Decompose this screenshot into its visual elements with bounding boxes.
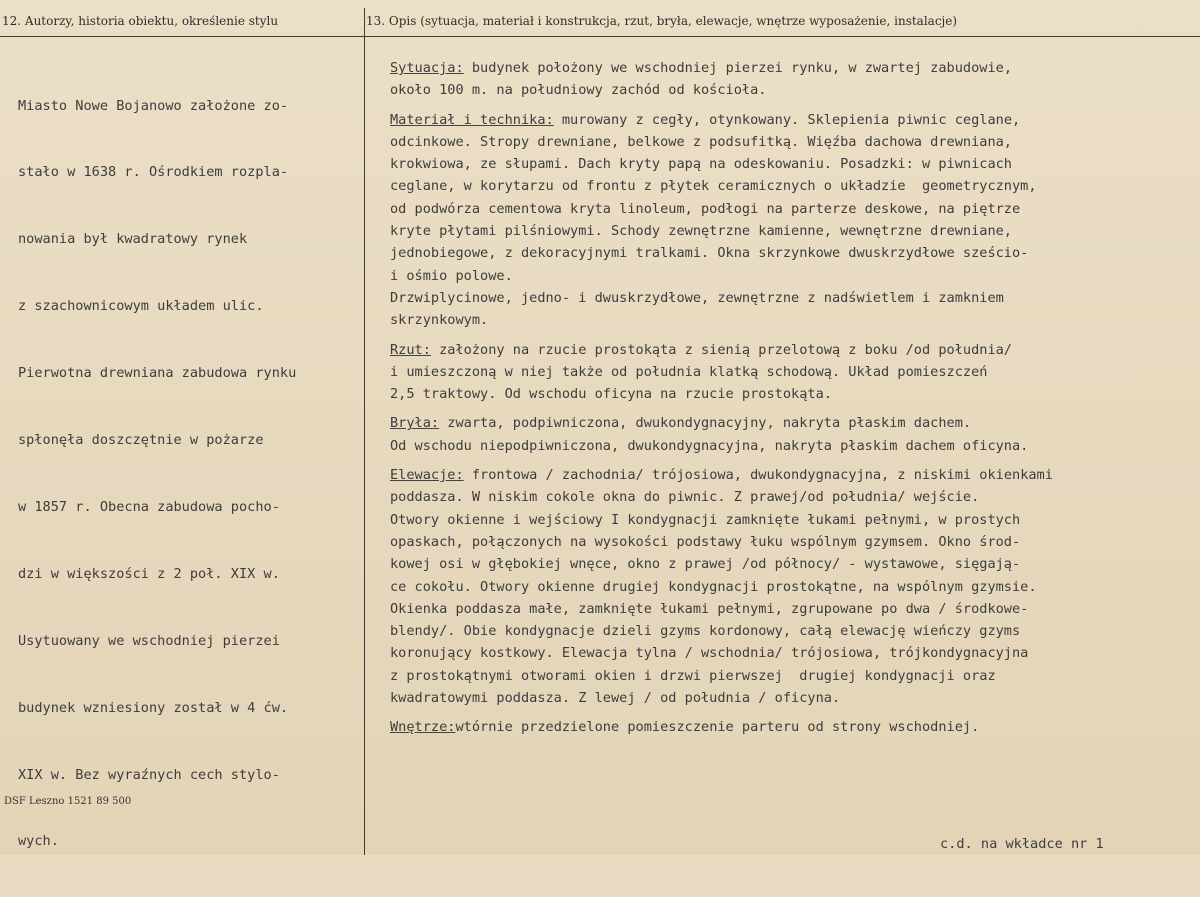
history-line: Miasto Nowe Bojanowo założone zo- (18, 97, 289, 114)
bryla-text: zwarta, podpiwniczona, dwukondygnacyjny, nakryta płaskim dachem. (439, 415, 972, 432)
history-line: budynek wzniesiony został w 4 ćw. (18, 699, 289, 716)
history-line: Pierwotna drewniana zabudowa rynku (18, 365, 297, 382)
description-column (390, 57, 1196, 739)
material-line: jednobiegowe, z dekoracyjnymi tralkami. Okna skrzynkowe dwuskrzydłowe sześcio- (390, 245, 1029, 262)
section-wnetrze (390, 716, 1196, 738)
wnetrze-text: wtórnie przedzielone pomieszczenie parteru od strony wschodniej. (455, 719, 980, 736)
history-line: spłonęła doszczętnie w pożarze (18, 432, 264, 449)
wnetrze-label: Wnętrze: (390, 719, 456, 736)
sytuacja-text: budynek położony we wschodniej pierzei rynku, w zwartej zabudowie, (463, 60, 1013, 76)
section-material (390, 109, 1196, 332)
history-line: XIX w. Bez wyraźnych cech stylo- (18, 766, 280, 783)
rzut-line: i umieszczoną w niej także od południa klatką schodową. Układ pomieszczeń (390, 363, 988, 380)
printer-stamp: DSF Leszno 1521 89 500 (4, 796, 132, 807)
rzut-text: założony na rzucie prostokąta z sienią przelotową z boku /od południa/ (430, 341, 1012, 358)
elewacje-text: frontowa / zachodnia/ trójosiowa, dwukondygnacyjna, z niskimi okienkami (463, 467, 1053, 484)
history-line: stało w 1638 r. Ośrodkiem rozpla- (18, 164, 289, 181)
sytuacja-line: około 100 m. na południowy zachód od kościoła. (390, 82, 767, 99)
elewacje-line: z prostokątnymi otworami okien i drzwi pierwszej drugiej kondygnacji oraz (390, 667, 996, 684)
rzut-label: Rzut: (390, 341, 431, 358)
elewacje-line: opaskach, połączonych na wysokości podstawy łuku wspólnym gzymsem. Okno środ- (390, 533, 1021, 550)
elewacje-label: Elewacje: (390, 467, 464, 484)
elewacje-line: blendy/. Obie kondygnacje dzieli gzyms kordonowy, całą elewację wieńczy gzyms (390, 623, 1021, 640)
elewacje-line: Otwory okienne i wejściowy I kondygnacji zamknięte łukami pełnymi, w prostych (390, 511, 1021, 528)
history-line: nowania był kwadratowy rynek (18, 231, 248, 248)
history-column (18, 50, 362, 897)
history-line: z szachownicowym układem ulic. (18, 298, 264, 315)
bryla-line: Od wschodu niepodpiwniczona, dwukondygnacyjna, nakryta płaskim dachem oficyna. (390, 437, 1029, 454)
continued-note: c.d. na wkładce nr 1 (940, 836, 1104, 852)
material-line: skrzynkowym. (390, 312, 489, 329)
material-line: od podwórza cementowa kryta linoleum, podłogi na parterze deskowe, na piętrze (390, 200, 1021, 217)
history-line: wych. (18, 833, 59, 850)
material-line: ceglane, w korytarzu od frontu z płytek ceramicznych o układzie geometrycznym, (390, 178, 1037, 195)
sytuacja-label: Sytuacja: (390, 60, 464, 76)
elewacje-line: kwadratowymi poddasza. Z lewej / od południa / oficyna. (390, 690, 841, 707)
material-line: odcinkowe. Stropy drewniane, belkowe z podsufitką. Więźba dachowa drewniana, (390, 133, 1012, 150)
section-rzut (390, 339, 1196, 406)
history-line: Usytuowany we wschodniej pierzei (18, 632, 280, 649)
elewacje-line: kowej osi w głębokiej wnęce, okno z prawej /od północy/ - wystawowe, sięgają- (390, 556, 1021, 573)
material-line: i ośmio polowe. (390, 267, 513, 284)
material-label: Materiał i technika: (390, 111, 554, 128)
elewacje-line: poddasza. W niskim cokole okna do piwnic. Z prawej/od południa/ wejście. (390, 489, 980, 506)
header-divider (0, 36, 1200, 37)
rzut-line: 2,5 traktowy. Od wschodu oficyna na rzucie prostokąta. (390, 386, 832, 403)
elewacje-line: Okienka poddasza małe, zamknięte łukami pełnymi, zgrupowane po dwa / środkowe- (390, 600, 1029, 617)
section-13-header: 13. Opis (sytuacja, materiał i konstrukcja, rzut, bryła, elewacje, wnętrze wyposażenie, instalacje) (366, 14, 958, 28)
material-text: murowany z cegły, otynkowany. Sklepienia piwnic ceglane, (553, 111, 1021, 128)
material-line: kryte płytami pilśniowymi. Schody zewnętrzne kamienne, wewnętrzne drewniane, (390, 223, 1012, 240)
material-line: Drzwiplycinowe, jedno- i dwuskrzydłowe, zewnętrzne z nadświetlem i zamkniem (390, 289, 1004, 306)
bryla-label: Bryła: (390, 415, 440, 432)
material-line: krokwiowa, ze słupami. Dach kryty papą na odeskowaniu. Posadzki: w piwnicach (390, 156, 1012, 173)
elewacje-line: koronujący kostkowy. Elewacja tylna / wschodnia/ trójosiowa, trójkondygnacyjna (390, 645, 1029, 662)
section-12-header: 12. Autorzy, historia obiektu, określenie stylu (2, 14, 279, 28)
history-line: w 1857 r. Obecna zabudowa pocho- (18, 498, 280, 515)
section-bryla (390, 412, 1196, 457)
section-sytuacja (390, 57, 1196, 102)
column-divider (364, 8, 365, 855)
section-elewacje (390, 464, 1196, 709)
history-line: dzi w większości z 2 poł. XIX w. (18, 565, 280, 582)
elewacje-line: ce cokołu. Otwory okienne drugiej kondygnacji prostokątne, na wspólnym gzymsie. (390, 578, 1037, 595)
